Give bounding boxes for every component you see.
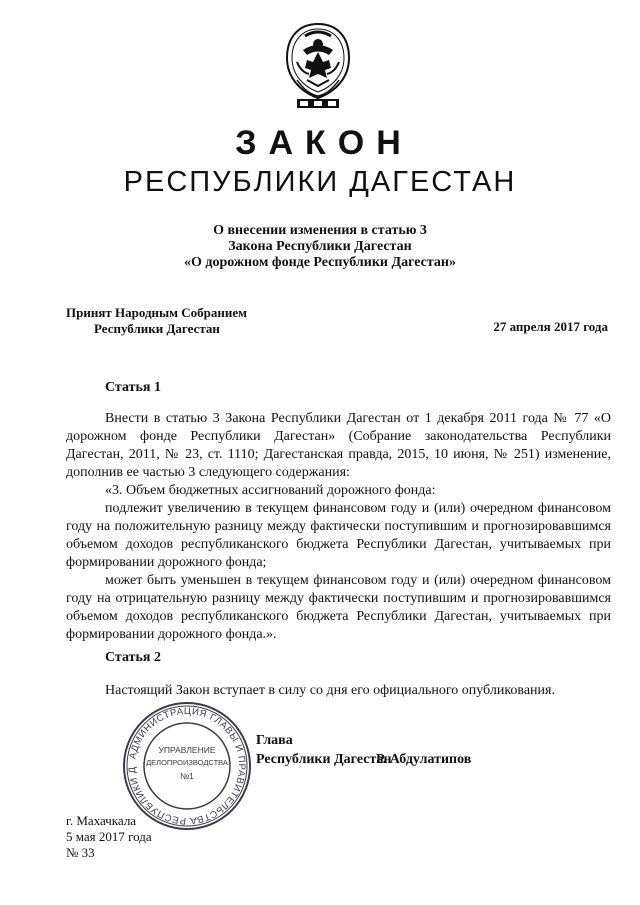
article1-paragraph: «3. Объем бюджетных ассигнований дорожного фонда:	[105, 483, 436, 498]
law-title-republic: РЕСПУБЛИКИ ДАГЕСТАН	[123, 166, 517, 198]
article2-body	[66, 682, 611, 700]
signatory-title-line1: Глава	[256, 733, 293, 748]
law-subtitle	[0, 223, 640, 271]
signatory-title-line2: Республики Дагестан	[256, 752, 392, 767]
adoption-date: 27 апреля 2017 года	[493, 319, 608, 334]
dagestan-coat-of-arms-icon	[283, 22, 353, 110]
stamp-line3: №1	[180, 771, 194, 781]
article1-paragraph: может быть уменьшен в текущем финансовом году и (или) очередном финансовом году на отрицательную разницу между фактически поступившим и прогнозировавшимся объемом доходов республиканского бюджета Республики Дагестан, учитываемых при формировании дорожного фонда.».	[66, 573, 611, 642]
subtitle-line: «О дорожном фонде Республики Дагестан»	[183, 255, 456, 270]
article2-heading: Статья 2	[105, 650, 161, 665]
footer-date: 5 мая 2017 года	[66, 829, 152, 844]
signatory-name: Р. Абдулатипов	[376, 752, 472, 767]
article1-paragraph: подлежит увеличению в текущем финансовом году и (или) очередном финансовом году на положительную разницу между фактически поступившим и прогнозировавшимся объемом доходов республиканского бюджета Республики Дагестан, учитываемых при формировании дорожного фонда;	[66, 501, 611, 570]
subtitle-line: Закона Республики Дагестан	[228, 239, 412, 254]
stamp-line1: УПРАВЛЕНИЕ	[158, 745, 216, 755]
subtitle-line: О внесении изменения в статью 3	[213, 223, 427, 238]
adoption-line2: Республики Дагестан	[94, 321, 220, 336]
document-footer	[66, 813, 152, 861]
article1-paragraph: Внести в статью 3 Закона Республики Дагестан от 1 декабря 2011 года № 77 «О дорожном фонде Республики Дагестан» (Собрание законодательства Республики Дагестан, 2011, № 23, ст. 1110; Дагестанская правда, 2015, 10 июня, № 251) изменение, дополнив ее частью 3 следующего содержания:	[66, 411, 611, 480]
adoption-line1: Принят Народным Собранием	[66, 305, 248, 320]
article1-body	[66, 410, 611, 644]
footer-number: № 33	[66, 845, 95, 860]
stamp-line2: ДЕЛОПРОИЗВОДСТВА	[146, 758, 228, 767]
stamp-outer-text: АДМИНИСТРАЦИЯ ГЛАВЫ И ПРАВИТЕЛЬСТВА РЕСПУБЛИКИ Д	[126, 705, 248, 827]
article1-heading: Статья 1	[105, 380, 161, 395]
footer-city: г. Махачкала	[66, 813, 137, 828]
article2-paragraph: Настоящий Закон вступает в силу со дня его официального опубликования.	[105, 683, 555, 698]
adoption-block	[66, 305, 247, 337]
law-title: ЗАКОН	[235, 124, 413, 162]
